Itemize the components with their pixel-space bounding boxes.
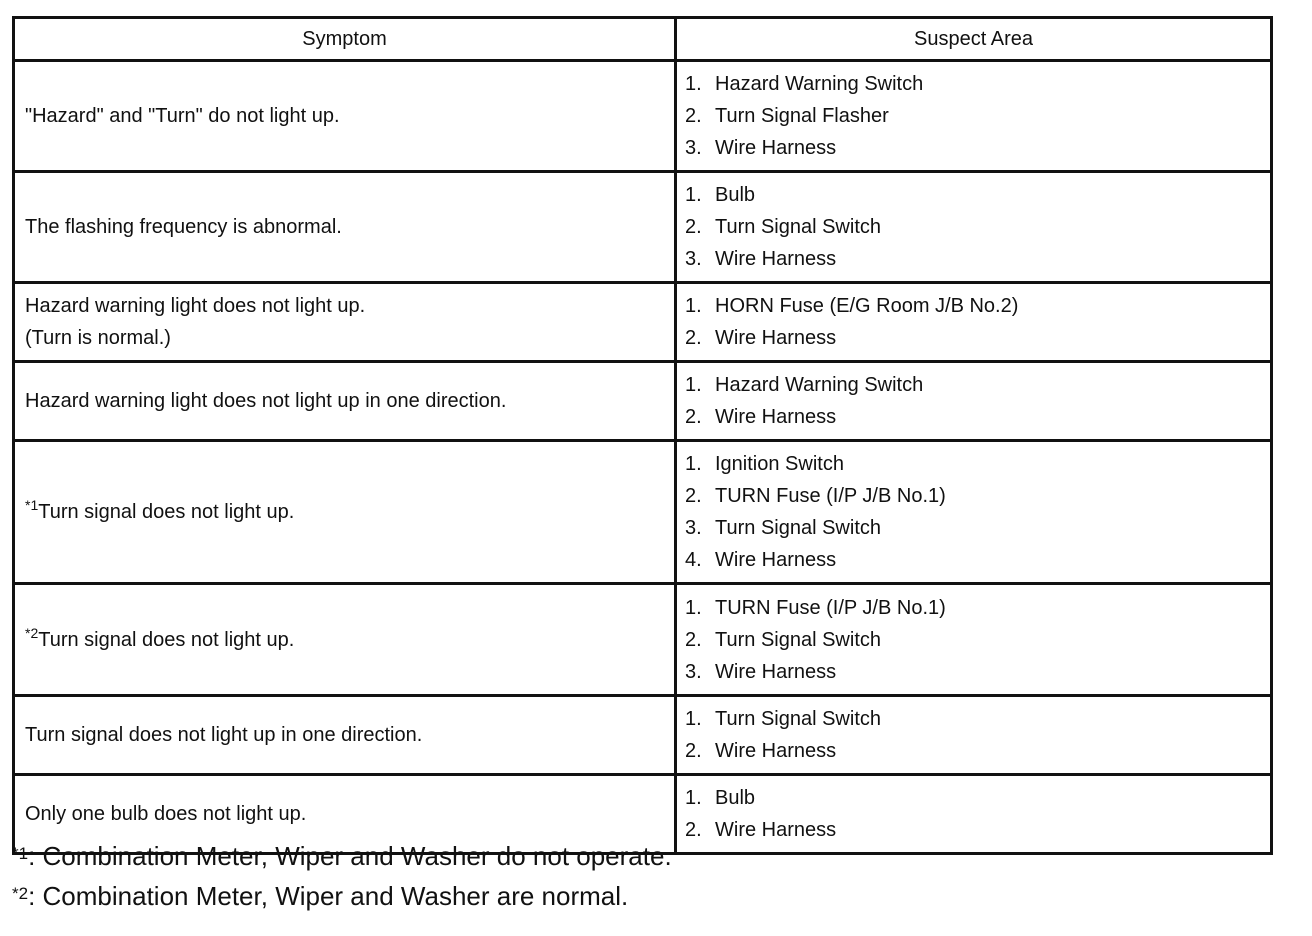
list-item	[685, 448, 1262, 480]
list-item	[685, 179, 1262, 211]
suspect-area-list	[685, 68, 1262, 164]
list-item	[685, 401, 1262, 433]
list-item	[685, 68, 1262, 100]
symptom-column-header: Symptom	[14, 18, 676, 61]
symptom-text	[25, 211, 664, 243]
footnotes	[12, 836, 1270, 916]
footnote-mark: *1	[12, 844, 29, 863]
list-item-text: Wire Harness	[715, 819, 837, 841]
list-item-text: Turn Signal Switch	[715, 628, 881, 651]
symptom-cell	[14, 696, 676, 775]
list-item-number: 2.	[685, 216, 702, 238]
list-item	[685, 290, 1262, 322]
suspect-area-cell	[676, 362, 1272, 441]
list-item	[685, 322, 1262, 354]
list-item-text: Wire Harness	[715, 327, 837, 349]
list-item	[685, 735, 1262, 767]
list-item	[685, 544, 1262, 576]
suspect-area-cell	[676, 283, 1272, 362]
list-item-text: Ignition Switch	[715, 453, 844, 475]
suspect-area-cell	[676, 584, 1272, 696]
list-item-number: 1.	[685, 453, 702, 475]
suspect-area-list	[685, 703, 1262, 767]
list-item-number: 2.	[685, 628, 702, 651]
list-item-number: 3.	[685, 248, 702, 270]
list-item-number: 1.	[685, 184, 702, 206]
list-item-number: 4.	[685, 549, 702, 571]
list-item-number: 3.	[685, 660, 702, 683]
table-row	[14, 441, 1272, 584]
suspect-area-cell	[676, 172, 1272, 283]
symptom-cell	[14, 283, 676, 362]
footnote-1	[12, 836, 1270, 876]
symptom-line: (Turn is normal.)	[25, 327, 171, 349]
list-item	[685, 512, 1262, 544]
table-header-row	[14, 18, 1272, 61]
symptom-cell	[14, 441, 676, 584]
list-item-text: TURN Fuse (I/P J/B No.1)	[715, 596, 946, 619]
list-item-number: 2.	[685, 819, 702, 841]
suspect-area-cell	[676, 441, 1272, 584]
list-item-text: Hazard Warning Switch	[715, 73, 924, 95]
list-item	[685, 656, 1262, 688]
list-item	[685, 211, 1262, 243]
table-row	[14, 584, 1272, 696]
list-item-text: Turn Signal Flasher	[715, 105, 889, 127]
list-item-number: 3.	[685, 517, 702, 539]
footnote-mark: *2	[12, 884, 29, 903]
list-item-number: 1.	[685, 787, 702, 809]
list-item-number: 2.	[685, 740, 702, 762]
list-item-number: 2.	[685, 406, 702, 428]
symptom-cell	[14, 61, 676, 172]
footnote-reference-mark: *1	[25, 497, 39, 513]
list-item-number: 1.	[685, 708, 702, 730]
symptom-text	[25, 798, 664, 830]
table-row	[14, 696, 1272, 775]
list-item-number: 1.	[685, 73, 702, 95]
suspect-area-list	[685, 448, 1262, 576]
table-row	[14, 283, 1272, 362]
list-item-number: 2.	[685, 485, 702, 507]
footnote-reference-mark: *2	[25, 624, 39, 641]
symptom-text	[25, 624, 664, 656]
list-item-text: Wire Harness	[715, 248, 837, 270]
list-item	[685, 243, 1262, 275]
symptom-line: "Hazard" and "Turn" do not light up.	[25, 105, 340, 127]
list-item-number: 1.	[685, 374, 702, 396]
suspect-area-list	[685, 592, 1262, 688]
list-item	[685, 100, 1262, 132]
symptom-line: Hazard warning light does not light up.	[25, 295, 366, 317]
list-item-text: Wire Harness	[715, 740, 837, 762]
list-item-text: Turn Signal Switch	[715, 216, 881, 238]
table-body	[14, 61, 1272, 854]
list-item	[685, 132, 1262, 164]
list-item-number: 1.	[685, 295, 702, 317]
list-item-number: 1.	[685, 596, 702, 619]
footnote-text: : Combination Meter, Wiper and Washer do not operate.	[28, 841, 672, 871]
list-item-text: Turn Signal Switch	[715, 708, 881, 730]
suspect-area-cell	[676, 696, 1272, 775]
list-item-number: 3.	[685, 137, 702, 159]
list-item-text: Wire Harness	[715, 137, 837, 159]
table-row	[14, 172, 1272, 283]
list-item-text: Wire Harness	[715, 549, 837, 571]
list-item	[685, 369, 1262, 401]
symptom-line: The flashing frequency is abnormal.	[25, 216, 342, 238]
table-row	[14, 362, 1272, 441]
symptom-text	[25, 719, 664, 751]
diagnosis-table-container	[12, 16, 1270, 855]
suspect-area-list	[685, 179, 1262, 275]
symptom-line: Only one bulb does not light up.	[25, 803, 307, 825]
symptom-cell	[14, 584, 676, 696]
symptom-line: Hazard warning light does not light up in one direction.	[25, 390, 507, 412]
suspect-area-cell	[676, 61, 1272, 172]
symptom-line: Turn signal does not light up.	[38, 501, 295, 523]
problem-symptoms-table	[12, 16, 1273, 855]
suspect-area-column-header: Suspect Area	[676, 18, 1272, 61]
list-item-text: TURN Fuse (I/P J/B No.1)	[715, 485, 946, 507]
list-item	[685, 624, 1262, 656]
list-item	[685, 703, 1262, 735]
symptom-cell	[14, 172, 676, 283]
list-item-number: 2.	[685, 105, 702, 127]
symptom-line: Turn signal does not light up.	[38, 628, 295, 651]
symptom-text	[25, 385, 664, 417]
footnote-text: : Combination Meter, Wiper and Washer are normal.	[28, 881, 629, 911]
list-item	[685, 480, 1262, 512]
list-item-text: Hazard Warning Switch	[715, 374, 924, 396]
list-item-text: HORN Fuse (E/G Room J/B No.2)	[715, 295, 1019, 317]
symptom-text	[25, 322, 664, 354]
list-item-text: Bulb	[715, 787, 756, 809]
footnote-2	[12, 876, 1270, 916]
symptom-line: Turn signal does not light up in one direction.	[25, 724, 423, 746]
suspect-area-list	[685, 369, 1262, 433]
list-item	[685, 782, 1262, 814]
symptom-text	[25, 100, 664, 132]
symptom-text	[25, 496, 664, 528]
table-row	[14, 61, 1272, 172]
symptom-text	[25, 290, 664, 322]
list-item	[685, 592, 1262, 624]
list-item-text: Wire Harness	[715, 406, 837, 428]
suspect-area-list	[685, 290, 1262, 354]
list-item-text: Turn Signal Switch	[715, 517, 881, 539]
list-item-text: Bulb	[715, 184, 756, 206]
list-item-number: 2.	[685, 327, 702, 349]
symptom-cell	[14, 362, 676, 441]
list-item-text: Wire Harness	[715, 660, 837, 683]
